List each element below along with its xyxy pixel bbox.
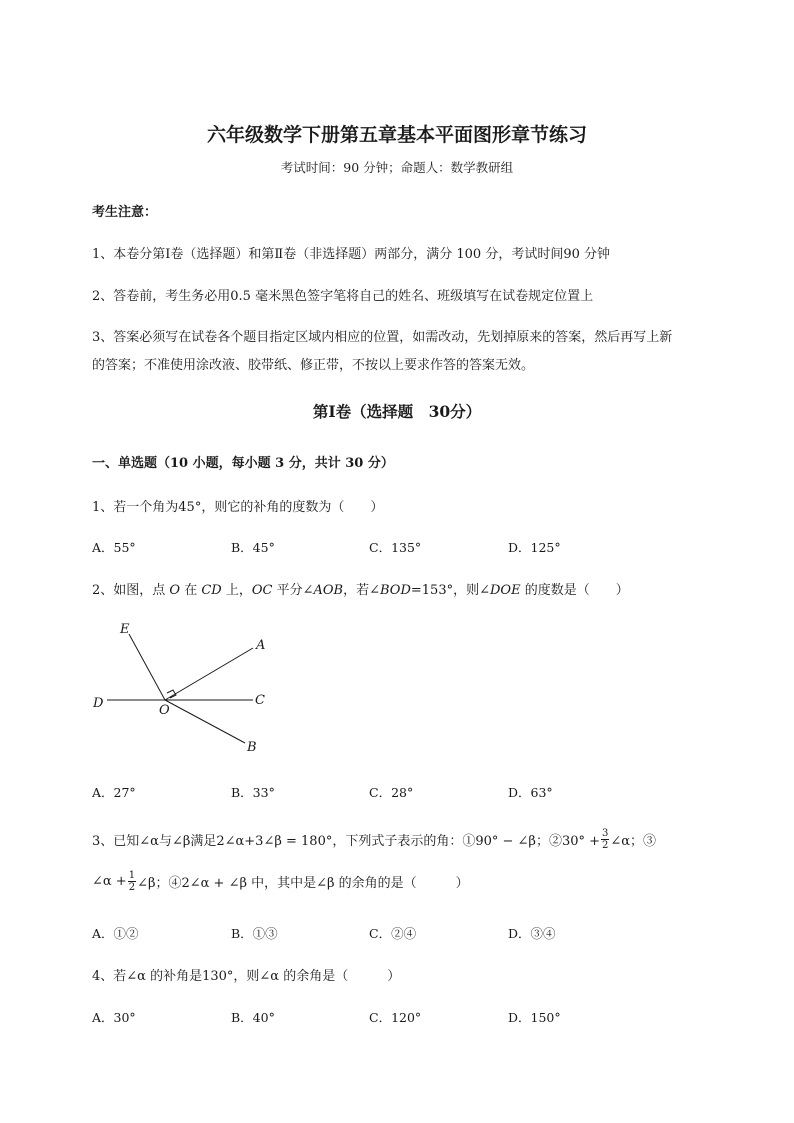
section-title: 第Ⅰ卷（选择题 30分） <box>312 402 482 421</box>
question-3-line-2: ∠α + $\frac{1}{2}$ ∠β；④2∠α + ∠β 中，其中是∠β 的余角的是（ ） <box>92 869 469 893</box>
label-d: D <box>93 696 104 711</box>
ray-oa <box>165 648 253 700</box>
q4-option-c[interactable]: C．120° <box>369 1010 422 1025</box>
q4-option-d[interactable]: D．150° <box>508 1010 561 1025</box>
question-2: 2、如图，点 O 在 CD 上，OC 平分∠AOB，若∠BOD=153°，则∠DOE 的度数是（ ） <box>92 583 629 598</box>
notice-item-1: 1、本卷分第Ⅰ卷（选择题）和第Ⅱ卷（非选择题）两部分，满分 100 分，考试时间90 分钟 <box>92 247 610 262</box>
notice-item-3: 3、答案必须写在试卷各个题目指定区域内相应的位置，如需改动，先划掉原来的答案，然后再写上新 <box>92 330 673 345</box>
q3-option-a[interactable]: A．①② <box>92 926 139 941</box>
ray-ob <box>165 700 245 743</box>
question-4: 4、若∠α 的补角是130°，则∠α 的余角是（ ） <box>92 969 401 984</box>
label-a: A <box>256 638 266 653</box>
q4-option-b[interactable]: B．40° <box>231 1010 275 1025</box>
page-title: 六年级数学下册第五章基本平面图形章节练习 <box>206 124 587 146</box>
notice-item-2: 2、答卷前，考生务必用0.5 毫米黑色签字笔将自己的姓名、班级填写在试卷规定位置上 <box>92 289 594 304</box>
fraction-3-2: $\frac{3}{2}$ <box>602 827 609 851</box>
q1-option-a[interactable]: A．55° <box>92 540 136 555</box>
q1-option-d[interactable]: D．125° <box>508 540 561 555</box>
label-e: E <box>120 622 130 637</box>
exam-info: 考试时间：90 分钟；命题人：数学教研组 <box>280 160 514 175</box>
label-c: C <box>255 693 265 708</box>
q1-option-c[interactable]: C．135° <box>369 540 422 555</box>
label-o: O <box>159 703 170 718</box>
fraction-1-2: $\frac{1}{2}$ <box>128 869 136 893</box>
q4-option-a[interactable]: A．30° <box>92 1010 136 1025</box>
question-1: 1、若一个角为45°，则它的补角的度数为（ ） <box>92 500 384 515</box>
q1-option-b[interactable]: B．45° <box>231 540 275 555</box>
angle-figure <box>85 615 285 760</box>
q3-option-c[interactable]: C．②④ <box>369 926 417 941</box>
part-heading: 一、单选题（10 小题，每小题 3 分，共计 30 分） <box>92 456 394 471</box>
q2-option-d[interactable]: D．63° <box>508 785 553 800</box>
notice-item-3-cont: 的答案；不准使用涂改液、胶带纸、修正带，不按以上要求作答的答案无效。 <box>92 358 535 373</box>
q2-option-a[interactable]: A．27° <box>92 785 136 800</box>
q2-option-c[interactable]: C．28° <box>369 785 414 800</box>
notice-heading: 考生注意： <box>92 205 158 220</box>
q2-option-b[interactable]: B．33° <box>231 785 275 800</box>
q3-option-b[interactable]: B．①③ <box>231 926 278 941</box>
question-3-line-1: 3、已知∠α与∠β满足2∠α+3∠β = 180°，下列式子表示的角：①90° − ∠β；②30° + $\frac{3}{2}$ ∠α；③ <box>92 827 657 851</box>
ray-oe <box>129 634 165 700</box>
q3-option-d[interactable]: D．③④ <box>508 926 556 941</box>
label-b: B <box>247 740 257 755</box>
